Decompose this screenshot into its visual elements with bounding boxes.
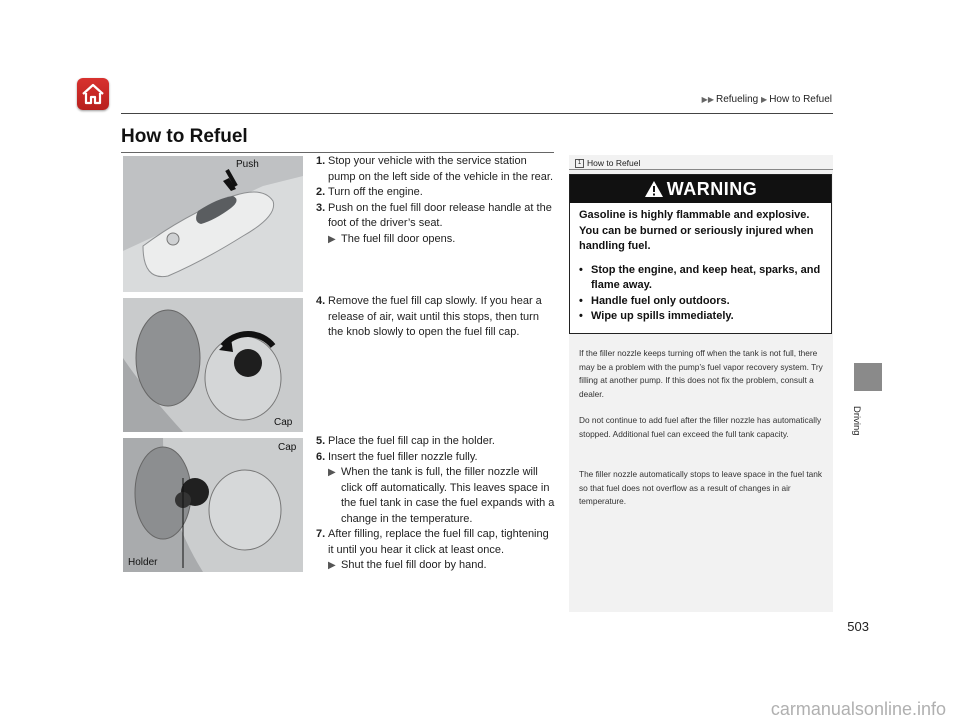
arrow-icon: ▶ — [328, 233, 336, 245]
arrow-icon: ▶ — [328, 467, 336, 478]
step-6: 6. Insert the fuel filler nozzle fully. — [316, 450, 478, 463]
remove-fuel-cap-image — [123, 298, 303, 432]
sidebar-heading: 1 How to Refuel — [575, 158, 640, 168]
step-1: 1. Stop your vehicle with the service station pump on the left side of the vehicle in the rear. — [316, 155, 554, 183]
header-divider — [121, 113, 833, 114]
section-tab-marker[interactable] — [854, 363, 882, 391]
step-4: 4. Remove the fuel fill cap slowly. If you hear a release of air, wait until this stops, then turn the knob slowly to open the fuel fill cap. — [316, 295, 542, 338]
holder-label: Holder — [128, 557, 158, 568]
step-7: 7. After filling, replace the fuel fill cap, tightening it until you hear it click at least once. — [316, 528, 549, 556]
note-3: The filler nozzle automatically stops to leave space in the fuel tank so that fuel does not overflow as a result of changes in air temperature. — [579, 469, 823, 506]
warning-lead: Gasoline is highly flammable and explosive. You can be burned or seriously injured when handling fuel. — [579, 209, 814, 252]
breadcrumb — [690, 94, 832, 105]
push-label: Push — [236, 159, 259, 170]
home-button[interactable] — [77, 78, 109, 110]
step-2: 2. Turn off the engine. — [316, 186, 423, 198]
breadcrumb-item-refueling[interactable]: Refueling — [715, 94, 759, 105]
note-2: Do not continue to add fuel after the filler nozzle has automatically stopped. Additional fuel can exceed the full tank capacity. — [579, 415, 822, 439]
section-tab-label: Driving — [851, 406, 862, 436]
reference-icon: 1 — [575, 159, 584, 168]
note-1: If the filler nozzle keeps turning off when the tank is not full, there may be a problem with the pump’s fuel vapor recovery system. Try filling at another pump. If this does not fix the problem, consult a dealer. — [579, 348, 823, 399]
step-5: 5. Place the fuel fill cap in the holder. — [316, 435, 495, 447]
warning-bullet: • Wipe up spills immediately. — [579, 310, 734, 322]
steps-1-3 — [316, 154, 556, 247]
warning-box — [569, 174, 832, 334]
home-icon — [81, 83, 105, 105]
cap-label: Cap — [274, 417, 293, 428]
watermark: carmanualsonline.info — [770, 699, 946, 719]
step-7-note: ▶ Shut the fuel fill door by hand. — [316, 558, 556, 574]
step-3-result: ▶ The fuel fill door opens. — [316, 232, 556, 248]
steps-5-7 — [316, 434, 556, 574]
fuel-door-release-handle-image — [123, 156, 303, 292]
breadcrumb-item-current: How to Refuel — [769, 94, 832, 105]
step-4-block — [316, 294, 556, 341]
breadcrumb-arrow-icon: ▶ — [761, 95, 768, 104]
warning-header: WARNING — [570, 175, 831, 203]
warning-bullet: • Stop the engine, and keep heat, sparks, and flame away. — [579, 263, 821, 291]
cap-in-holder-image — [123, 438, 303, 572]
step-6-note: ▶ When the tank is full, the filler nozzle will click off automatically. This leaves space in the fuel tank in case the fuel expands with a change in the temperature. — [316, 465, 556, 527]
sidebar-divider — [569, 169, 833, 170]
arrow-icon: ▶ — [328, 560, 336, 571]
page-title: How to Refuel — [121, 126, 248, 147]
breadcrumb-arrow-icon: ▶▶ — [701, 95, 714, 104]
cap-label-2: Cap — [278, 442, 297, 453]
warning-bullet: • Handle fuel only outdoors. — [579, 294, 730, 307]
title-divider — [121, 152, 554, 153]
warning-triangle-icon — [644, 180, 664, 198]
page-number: 503 — [847, 619, 869, 634]
step-3: 3. Push on the fuel fill door release handle at the foot of the driver’s seat. — [316, 201, 552, 229]
